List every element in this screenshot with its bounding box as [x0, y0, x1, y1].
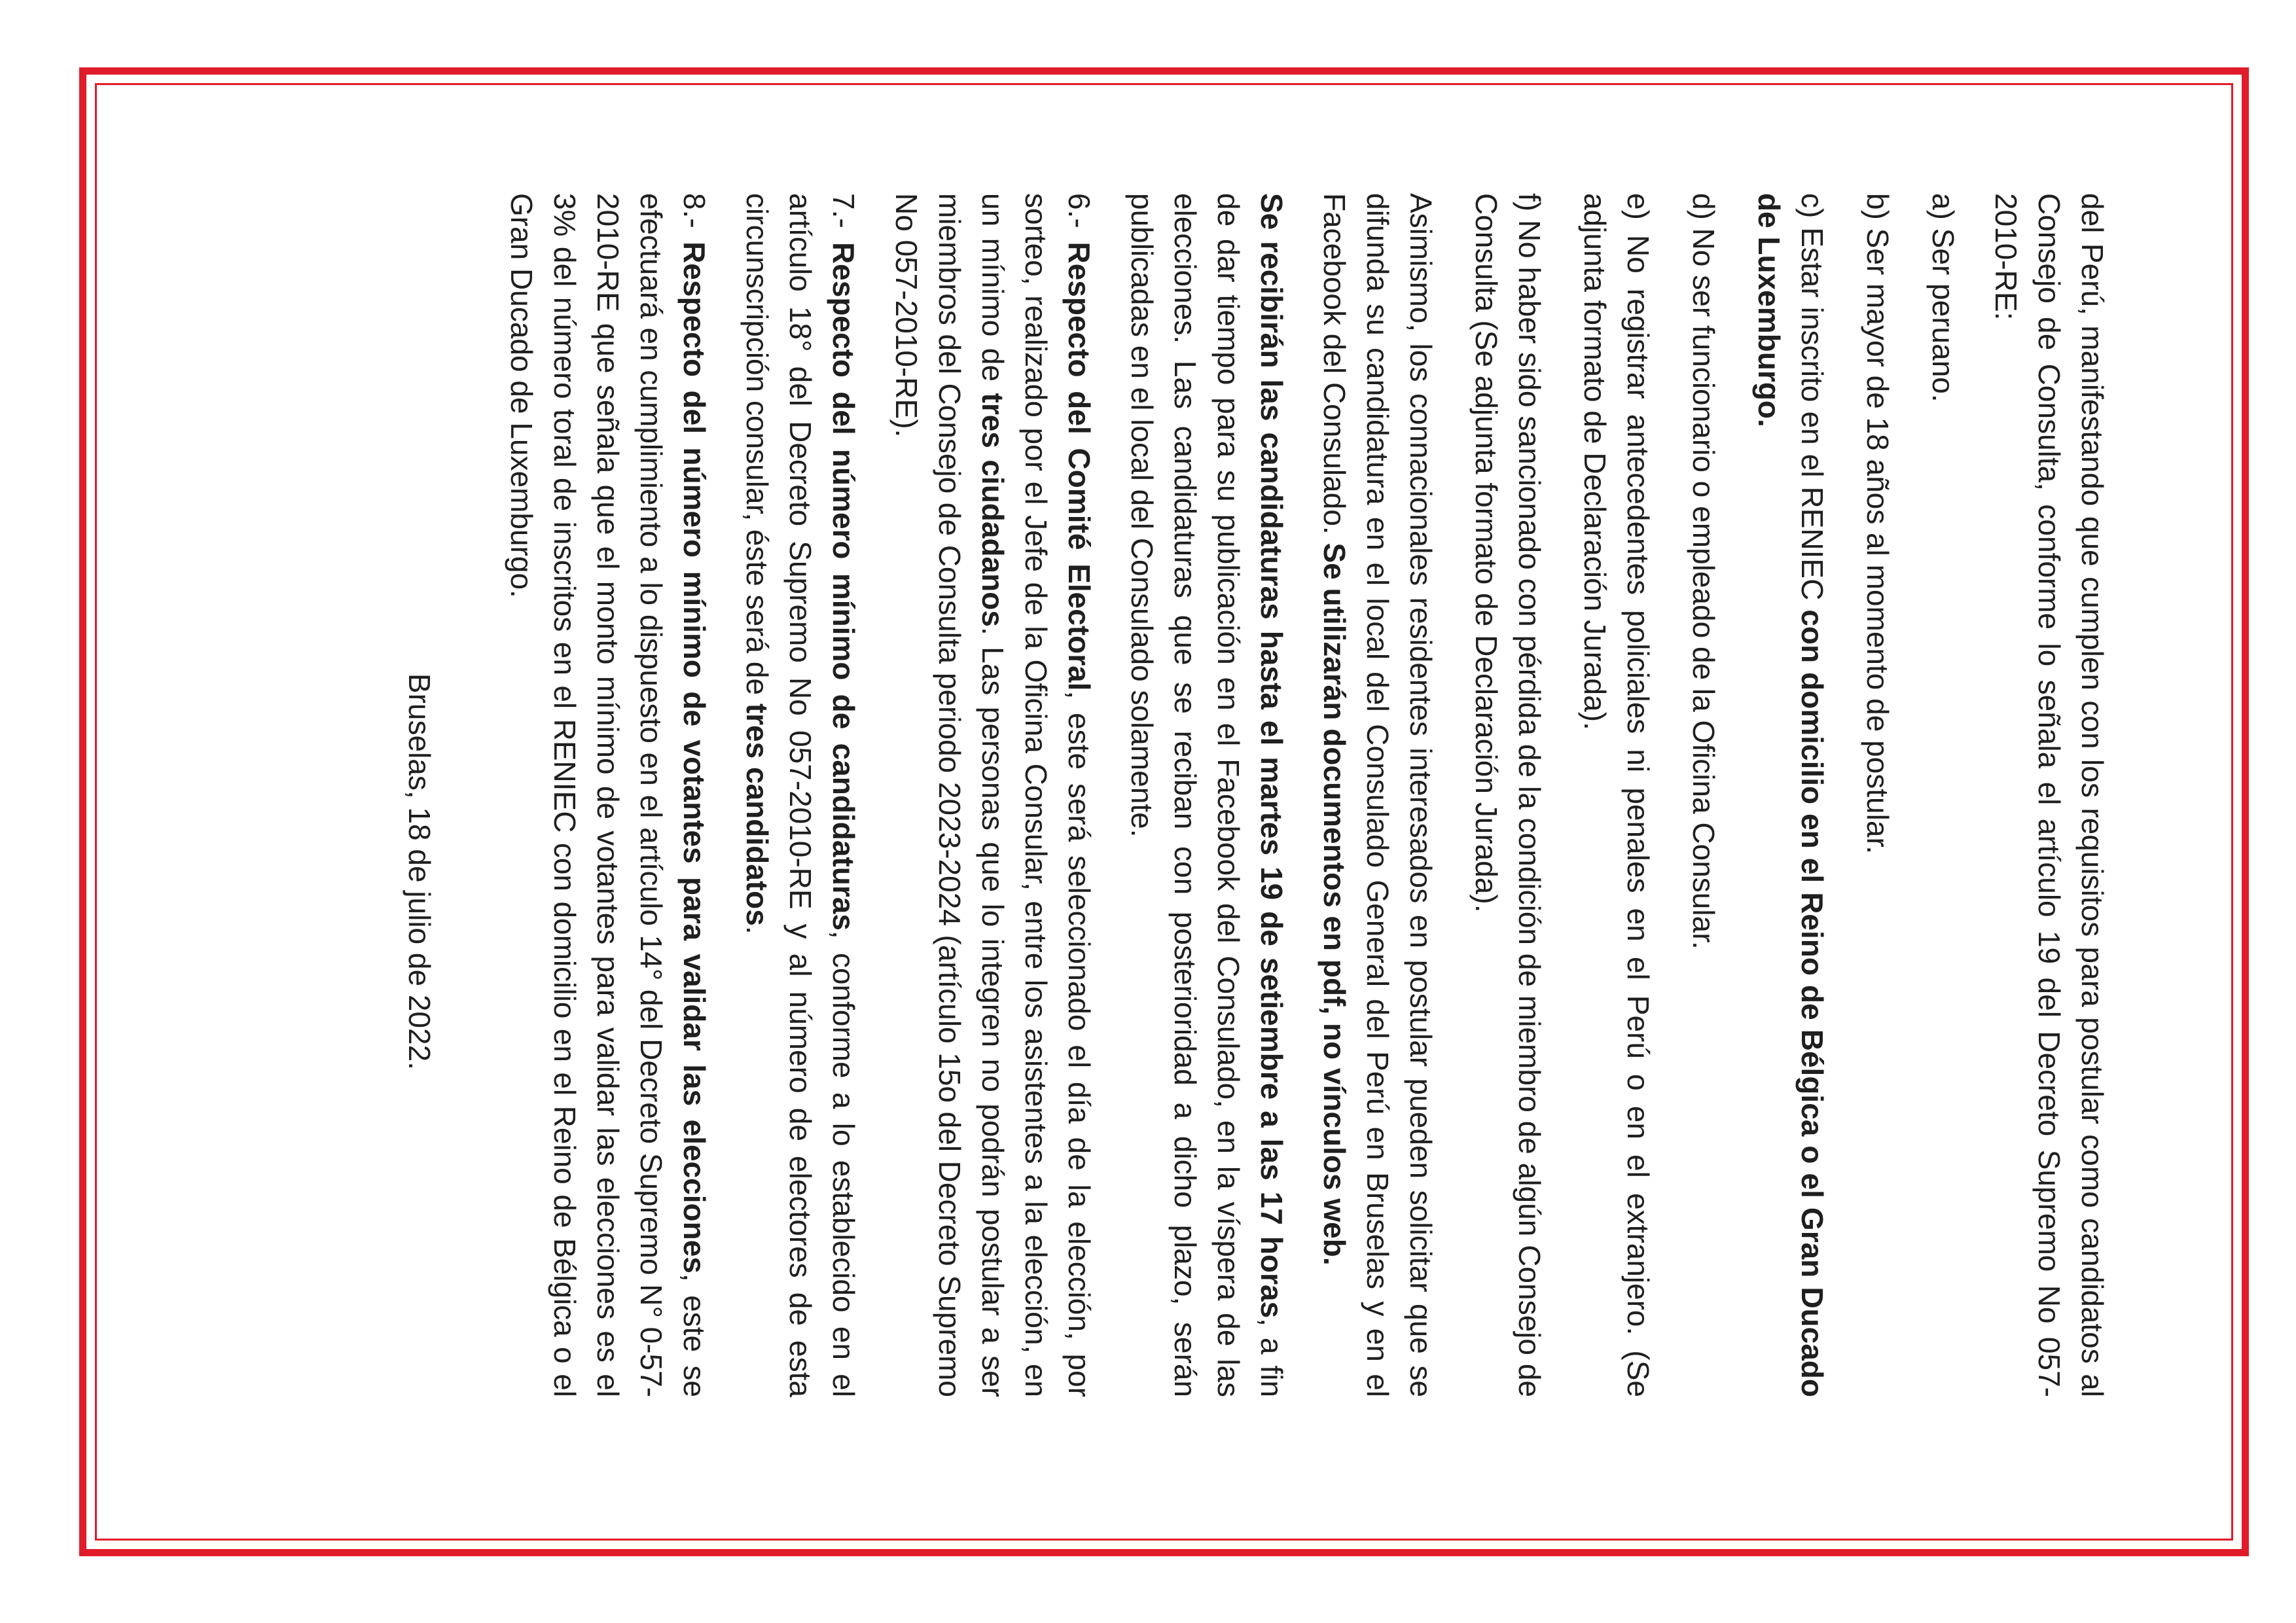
paragraph-asimismo	[1313, 193, 1443, 1397]
document-body	[268, 193, 2114, 1397]
requirement-e: e) No registrar antecedentes policiales ni penales en el Perú o en el extranjero. (Se adjunta formato de Declaración Jurada).	[1578, 193, 1655, 1397]
signature-date: Bruselas, 18 de julio de 2022.	[403, 673, 437, 1070]
section-7	[736, 193, 865, 1397]
section-7-text-1: , conforme a lo establecido en el artículo 18° del Decreto Supremo No 057-2010-RE y al número de electores de esta circunscripción consular, éste será de	[740, 193, 861, 1397]
section-6-number: 6.-	[1062, 193, 1096, 242]
requirement-f: f) No haber sido sancionado con pérdida de la condición de miembro de algún Consejo de Consulta (Se adjunta formato de Declaración Jurada).	[1469, 193, 1547, 1397]
requirement-b: b) Ser mayor de 18 años al momento de postular.	[1861, 193, 1895, 855]
section-8-text: , este se efectuará en cumplimiento a lo dispuesto en el artículo 14° del Decreto Supremo N° 0-57-2010-RE que señala que el monto mínimo de votantes para validar las elecciones es el 3% del número toral de inscritos en el RENIEC con domicilio en el Reino de Bélgica o el Gran Ducado de Luxemburgo.	[505, 193, 711, 1397]
asimismo-bold: Se utilizarán documentos en pdf, no vínculos web.	[1318, 543, 1352, 1266]
section-8-number: 8.-	[677, 193, 711, 242]
intro-paragraph: del Perú, manifestando que cumplen con los requisitos para postular como candidatos al Consejo de Consulta, conforme lo señala el artículo 19 del Decreto Supremo No 057-2010-RE:	[1989, 193, 2109, 1397]
section-7-text-2: .	[740, 925, 774, 935]
section-6-bold-2: tres ciudadanos	[976, 393, 1010, 627]
requirement-c-text: c) Estar inscrito en el RENIEC	[1795, 193, 1829, 610]
requirement-c-bold: con domicilio en el Reino de Bélgica o el Gran Ducado de Luxemburgo.	[1752, 193, 1829, 1397]
section-6-heading: Respecto del Comité Electoral	[1062, 241, 1096, 691]
section-8-heading: Respecto del número mínimo de votantes para validar las elecciones	[677, 241, 711, 1274]
section-7-number: 7.-	[827, 193, 861, 242]
requirement-d: d) No ser funcionario o empleado de la Oficina Consular.	[1687, 193, 1721, 950]
deadline-text: , a fin de dar tiempo para su publicación en el Facebook del Consulado, en la víspera de las elecciones. Las candidaturas que se reciban con posterioridad a dicho plazo, serán publicadas en el local del Consulado solamente.	[1125, 193, 1289, 1397]
section-6-text-1: , este será seleccionado el día de la elección, por sorteo, realizado por el Jefe de la Oficina Consular, entre los asistentes a la elección, en un mínimo de	[976, 193, 1096, 1398]
section-6	[885, 193, 1101, 1397]
section-7-heading: Respecto del número mínimo de candidaturas	[827, 241, 861, 931]
requirement-a: a) Ser peruano.	[1926, 193, 1960, 402]
paragraph-deadline	[1121, 193, 1293, 1397]
section-7-bold-2: tres candidatos	[740, 703, 774, 926]
asimismo-text: Asimismo, los connacionales residentes interesados en postular pueden solicitar que se difunda su candidatura en el local del Consulado General del Perú en Bruselas y en el Facebook del Consulado.	[1318, 193, 1438, 1397]
deadline-bold: Se recibirán las candidaturas hasta el martes 19 de setiembre a las 17 horas	[1255, 193, 1289, 1319]
section-8	[500, 193, 716, 1397]
requirement-c	[1748, 193, 1834, 1397]
section-6-text-2: . Las personas que lo integren no podrán postular a ser miembros del Consejo de Consulta periodo 2023-2024 (artículo 15o del Decreto Supremo No 057-2010-RE).	[889, 193, 1010, 1397]
